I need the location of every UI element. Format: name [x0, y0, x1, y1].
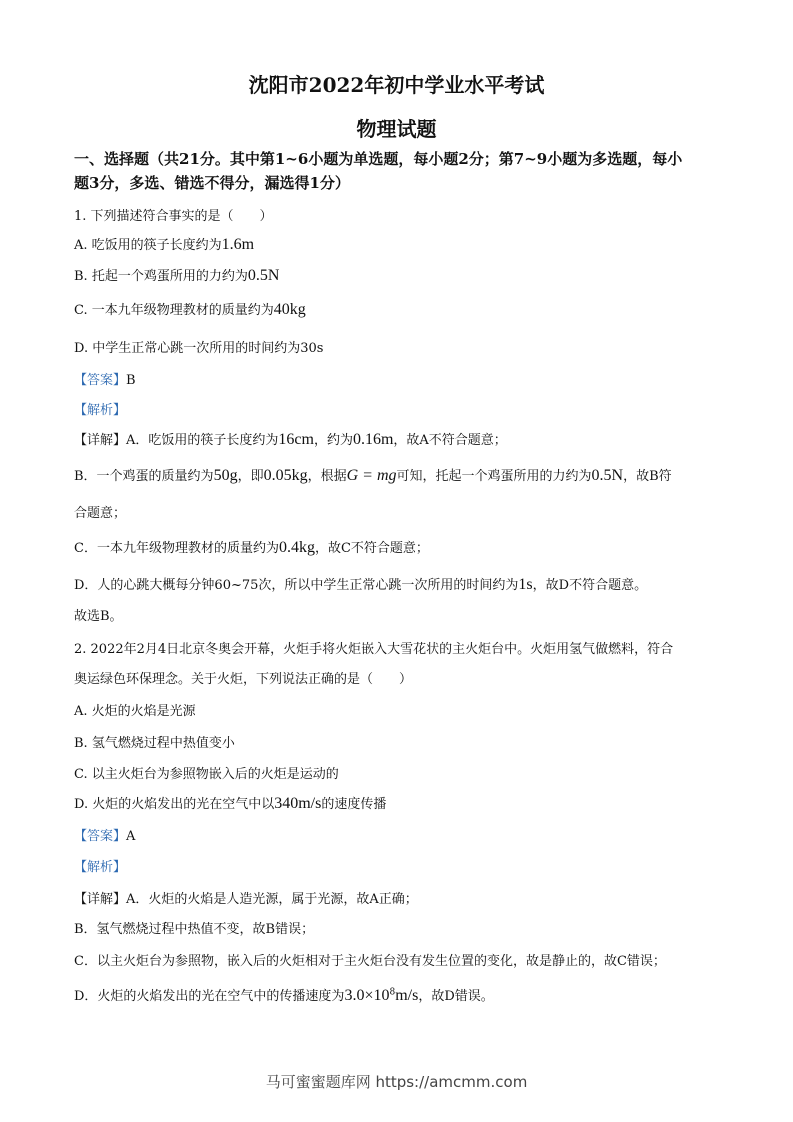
q1-explain-b-cont: 合题意； [74, 506, 127, 521]
q1-explain-c-end: ，故C不符合题意； [314, 541, 429, 556]
q2-option-c: C. 以主火炬台为参照物嵌入后的火炬是运动的 [74, 767, 339, 782]
q1-explain-a [74, 429, 507, 449]
q1-explain-a-text: A．吃饭用的筷子长度约为 [126, 433, 279, 448]
q2-explain-a-text: A．火炬的火焰是人造光源，属于光源，故A正确； [126, 892, 418, 907]
q2-explain-d-base: 3.0×10 [344, 987, 390, 1004]
q1-explain-a-end: ，故A不符合题意； [393, 433, 507, 448]
q2-analysis-tag: 【解析】 [74, 860, 127, 875]
q1-option-b-text: B. 托起一个鸡蛋所用的力约为 [74, 269, 248, 284]
q2-option-b: B. 氢气燃烧过程中热值变小 [74, 736, 235, 751]
q2-detail-tag: 【详解】 [74, 892, 127, 907]
q1-option-b-value: 0.5N [247, 267, 280, 284]
section-header-line2: 题3分，多选、错选不得分，漏选得1分） [74, 174, 350, 192]
q2-explain-d [74, 985, 494, 1005]
q1-option-a-value: 1.6m [221, 236, 255, 253]
q1-explain-b-mid3: 可知，托起一个鸡蛋所用的力约为 [396, 469, 592, 484]
q1-option-a-text: A. 吃饭用的筷子长度约为 [74, 238, 222, 253]
q1-option-c-text: C. 一本九年级物理教材的质量约为 [74, 303, 274, 318]
q1-option-b [74, 265, 279, 285]
q1-option-c-value: 40kg [273, 301, 306, 318]
q2-option-d-end: 的速度传播 [321, 797, 387, 812]
q2-option-d-value: 340m/s [274, 795, 322, 812]
q1-explain-a-value2: 0.16m [352, 431, 394, 448]
q1-answer [74, 369, 136, 388]
q1-stem: 1. 下列描述符合事实的是（ ） [74, 209, 273, 224]
q2-explain-d-exponent: 8 [389, 987, 396, 998]
q1-detail-tag: 【详解】 [74, 433, 127, 448]
q2-explain-c: C．以主火炬台为参照物，嵌入后的火炬相对于主火炬台没有发生位置的变化，故是静止的，故C错误； [74, 954, 666, 969]
q1-explain-b-end: ，故B符 [623, 469, 672, 484]
q2-explain-d-text: D．火炬的火焰发出的光在空气中的传播速度为 [74, 989, 345, 1004]
q1-explain-a-mid: ，约为 [313, 433, 353, 448]
q1-explain-b-value1: 50g [213, 467, 238, 484]
q2-answer [74, 825, 135, 844]
q2-explain-a [74, 888, 418, 907]
q1-explain-b [74, 465, 672, 485]
section-header-line1: 一、选择题（共21分。其中第1~6小题为单选题，每小题2分；第7~9小题为多选题，每小 [74, 150, 683, 168]
q2-option-a: A. 火炬的火焰是光源 [74, 704, 196, 719]
q1-explain-b-value2: 0.05kg [263, 467, 308, 484]
q1-explain-d [74, 574, 647, 594]
q1-option-c [74, 299, 306, 319]
q1-conclusion: 故选B。 [74, 609, 123, 624]
q1-explain-b-formula: G = mg [346, 467, 397, 484]
q1-explain-b-value3: 0.5N [591, 467, 624, 484]
q1-explain-c [74, 537, 429, 557]
q2-explain-d-end: ，故D错误。 [418, 989, 494, 1004]
q2-explain-b: B．氢气燃烧过程中热值不变，故B错误； [74, 922, 315, 937]
q2-option-d-text: D. 火炬的火焰发出的光在空气中以 [74, 797, 275, 812]
q1-explain-b-mid1: ，即 [237, 469, 264, 484]
q1-analysis-tag: 【解析】 [74, 403, 127, 418]
q2-option-d [74, 793, 386, 813]
page-title: 沈阳市2022年初中学业水平考试 [248, 73, 545, 97]
q1-explain-c-value: 0.4kg [278, 539, 315, 556]
page-subtitle: 物理试题 [356, 117, 437, 141]
q1-answer-value: B [126, 373, 136, 388]
q1-explain-b-text: B．一个鸡蛋的质量约为 [74, 469, 214, 484]
q1-explain-a-value1: 16cm [278, 431, 314, 448]
q2-stem-line1: 2. 2022年2月4日北京冬奥会开幕，火炬手将火炬嵌入大雪花状的主火炬台中。火炬用氢气做燃料，符合 [74, 642, 674, 657]
q1-option-a [74, 234, 254, 254]
q1-explain-d-end: ，故D不符合题意。 [532, 578, 648, 593]
q2-stem-line2: 奥运绿色环保理念。关于火炬，下列说法正确的是（ ） [74, 672, 413, 687]
q1-answer-tag: 【答案】 [74, 373, 127, 388]
q2-answer-value: A [126, 829, 136, 844]
q2-answer-tag: 【答案】 [74, 829, 127, 844]
q1-explain-c-text: C．一本九年级物理教材的质量约为 [74, 541, 279, 556]
q1-explain-d-value: 1s [518, 576, 533, 593]
q1-explain-b-mid2: ，根据 [307, 469, 347, 484]
footer-watermark: 马可蜜蜜题库网 https://amcmm.com [265, 1073, 528, 1091]
q1-explain-d-text: D．人的心跳大概每分钟60~75次，所以中学生正常心跳一次所用的时间约为 [74, 578, 519, 593]
q1-option-d: D. 中学生正常心跳一次所用的时间约为30s [74, 341, 324, 356]
q2-explain-d-unit: m/s [395, 987, 419, 1004]
